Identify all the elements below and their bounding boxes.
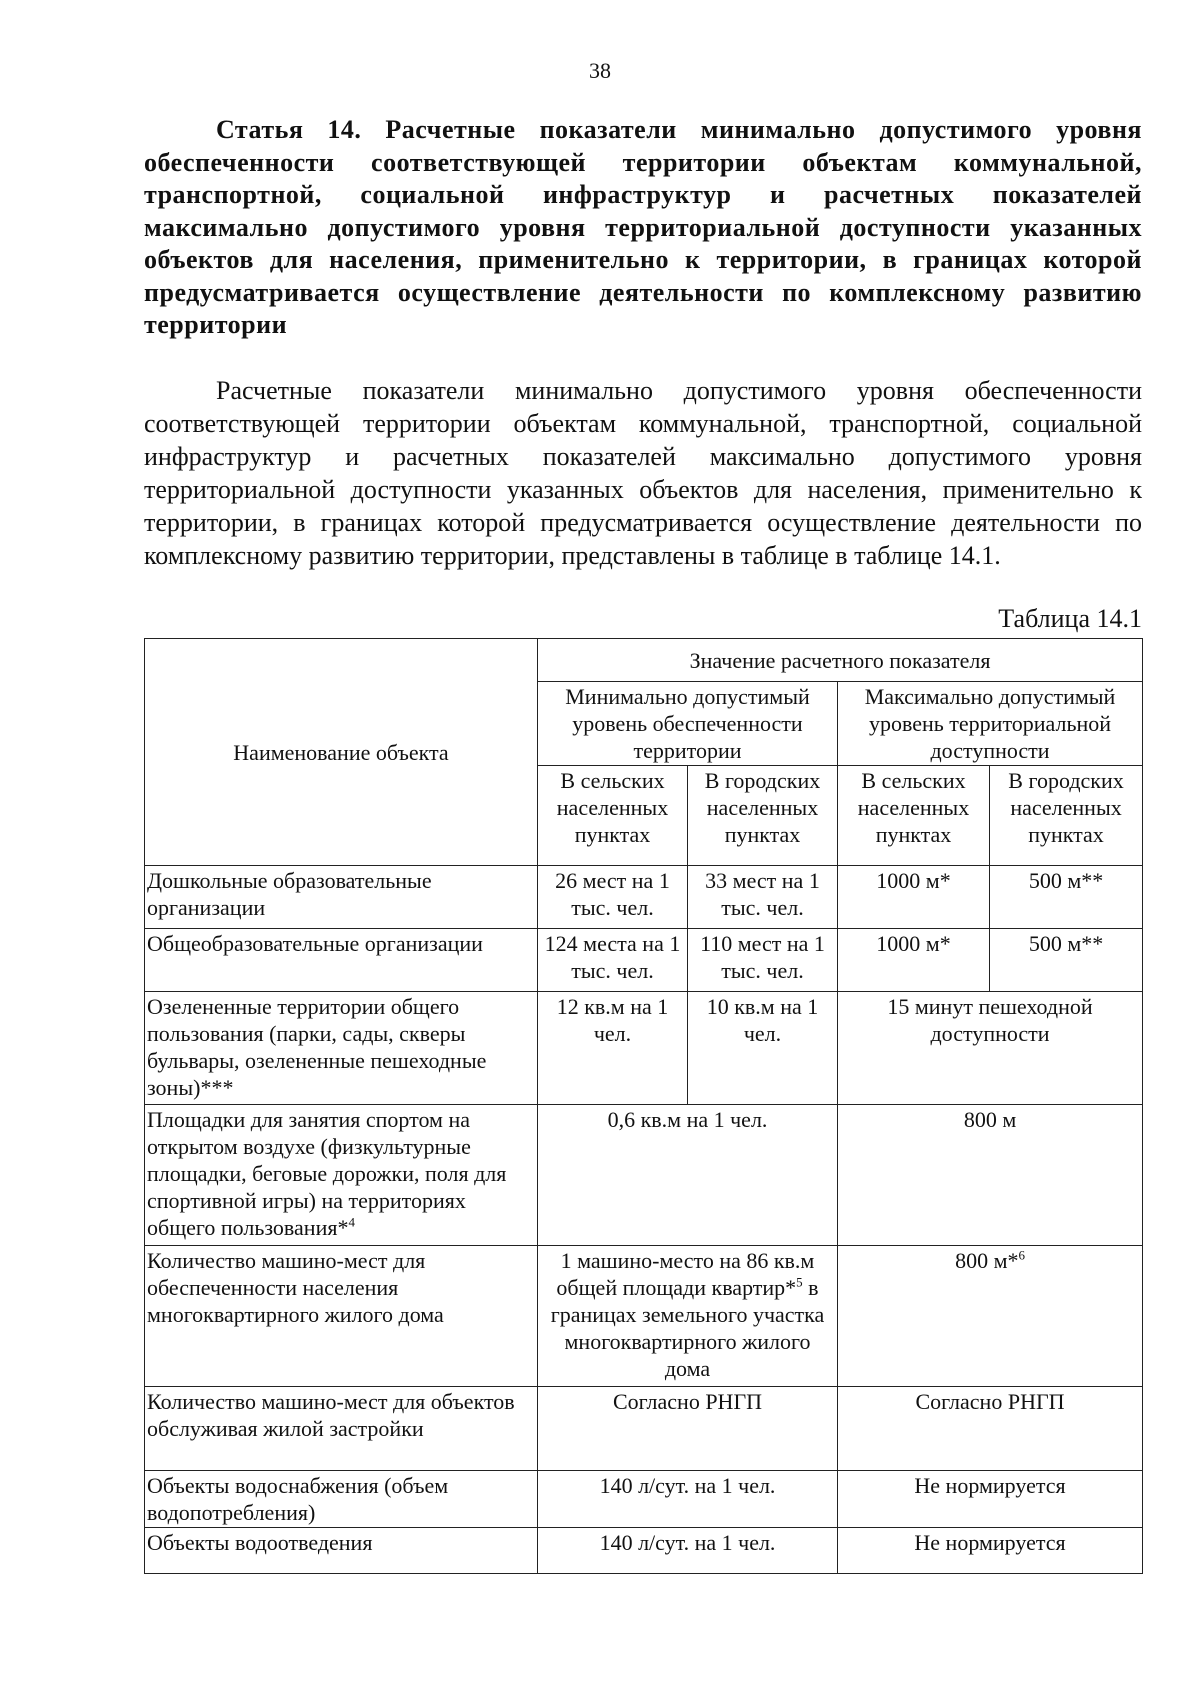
row-name: Количество машино-мест для объектов обслуживая жилой застройки [145, 1387, 538, 1471]
cell-min-urban: 110 мест на 1 тыс. чел. [688, 929, 838, 992]
cell-max: Не нормируется [838, 1528, 1143, 1574]
table-header-row-1 [145, 639, 1143, 682]
cell-max-rural: 1000 м* [838, 929, 990, 992]
cell-min-rural: 26 мест на 1 тыс. чел. [538, 866, 688, 929]
cell-min-rural: 12 кв.м на 1 чел. [538, 992, 688, 1105]
cell-min-urban: 33 мест на 1 тыс. чел. [688, 866, 838, 929]
cell-max: 800 м [838, 1105, 1143, 1246]
table-row [145, 1471, 1143, 1528]
cell-min [538, 1246, 838, 1387]
footnote-marker: 6 [1018, 1247, 1025, 1263]
table-row [145, 929, 1143, 992]
cell-min: 140 л/сут. на 1 чел. [538, 1528, 838, 1574]
cell-max-rural: 1000 м* [838, 866, 990, 929]
table-row [145, 1246, 1143, 1387]
header-name-column: Наименование объекта [145, 639, 538, 866]
cell-max: Согласно РНГП [838, 1387, 1143, 1471]
cell-min-text-b: в границах земельного участка многоквартирного жилого дома [550, 1275, 825, 1381]
cell-max: 15 минут пешеходной доступности [838, 992, 1143, 1105]
body-paragraph: Расчетные показатели минимально допустимого уровня обеспеченности соответствующей территории объектам коммунальной, транспортной, социальной инфраструктур и расчетных показателей максимально допустимого уровня территориальной доступности указанных объектов для населения, применительно к территории, в границах которой предусматривается осуществление деятельности по комплексному развитию территории, представлены в таблице в таблице 14.1. [144, 376, 1142, 570]
row-name-text: Площадки для занятия спортом на открытом воздухе (физкультурные площадки, беговые дорожки, поля для спортивной игры) на территориях общего пользования* [147, 1107, 507, 1240]
cell-max-urban: 500 м** [990, 866, 1143, 929]
header-min-group: Минимально допустимый уровень обеспеченности территории [538, 682, 838, 766]
cell-max-urban: 500 м** [990, 929, 1143, 992]
table-caption: Таблица 14.1 [998, 604, 1142, 633]
header-min-rural: В сельских населенных пунктах [538, 766, 688, 866]
cell-max: Не нормируется [838, 1471, 1143, 1528]
cell-min: 0,6 кв.м на 1 чел. [538, 1105, 838, 1246]
table-row [145, 1105, 1143, 1246]
row-name: Объекты водоотведения [145, 1528, 538, 1574]
header-max-urban: В городских населенных пунктах [990, 766, 1143, 866]
cell-min: Согласно РНГП [538, 1387, 838, 1471]
table-row [145, 1528, 1143, 1574]
header-max-rural: В сельских населенных пунктах [838, 766, 990, 866]
footnote-marker: 5 [796, 1274, 803, 1290]
cell-max-text: 800 м* [955, 1248, 1019, 1273]
header-indicator-group: Значение расчетного показателя [538, 639, 1143, 682]
norms-table [144, 638, 1143, 1574]
row-name [145, 1105, 538, 1246]
row-name: Дошкольные образовательные организации [145, 866, 538, 929]
row-name: Объекты водоснабжения (объем водопотребления) [145, 1471, 538, 1528]
cell-min-text-a: 1 машино-место на 86 кв.м общей площади квартир* [556, 1248, 815, 1300]
cell-max [838, 1246, 1143, 1387]
row-name: Количество машино-мест для обеспеченности населения многоквартирного жилого дома [145, 1246, 538, 1387]
table-row [145, 1387, 1143, 1471]
cell-min-urban: 10 кв.м на 1 чел. [688, 992, 838, 1105]
table-row [145, 992, 1143, 1105]
row-name: Общеобразовательные организации [145, 929, 538, 992]
header-max-group: Максимально допустимый уровень территориальной доступности [838, 682, 1143, 766]
page-number: 38 [589, 58, 611, 83]
table-row [145, 866, 1143, 929]
footnote-marker: 4 [348, 1214, 355, 1230]
article-heading: Статья 14. Расчетные показатели минимально допустимого уровня обеспеченности соответствующей территории объектам коммунальной, транспортной, социальной инфраструктур и расчетных показателей максимально допустимого уровня территориальной доступности указанных объектов для населения, применительно к территории, в границах которой предусматривается осуществление деятельности по комплексному развитию территории [144, 115, 1142, 339]
cell-min-rural: 124 места на 1 тыс. чел. [538, 929, 688, 992]
row-name: Озелененные территории общего пользования (парки, сады, скверы бульвары, озелененные пешеходные зоны)*** [145, 992, 538, 1105]
header-min-urban: В городских населенных пунктах [688, 766, 838, 866]
cell-min: 140 л/сут. на 1 чел. [538, 1471, 838, 1528]
